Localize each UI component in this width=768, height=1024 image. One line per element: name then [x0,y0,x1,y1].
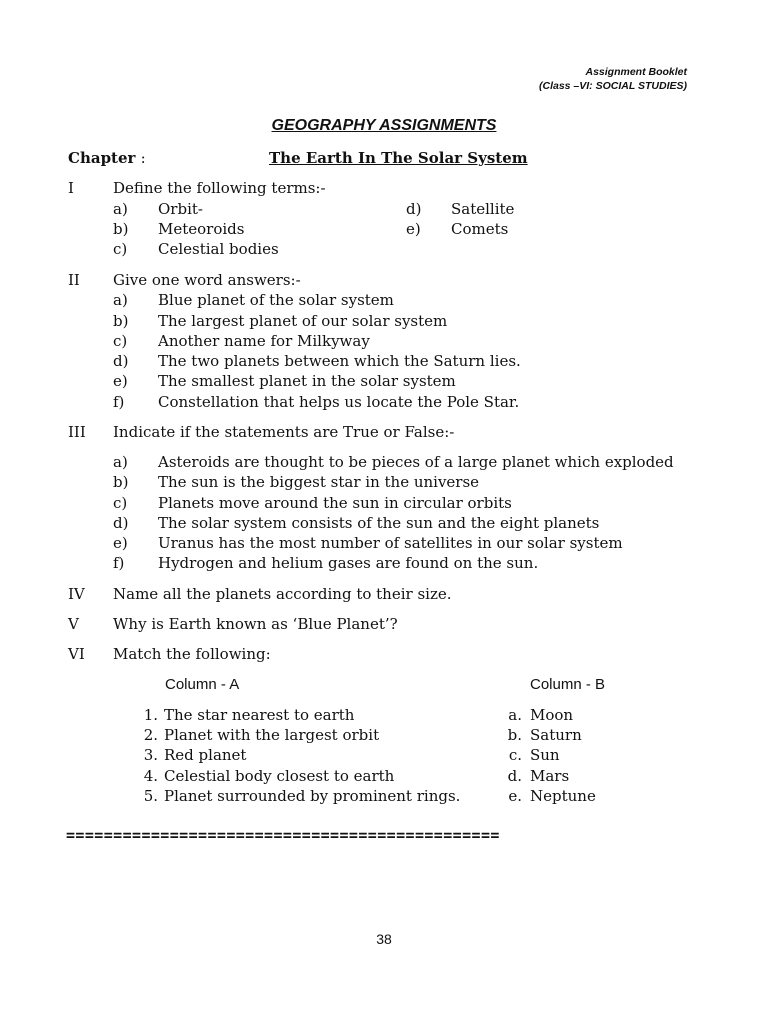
item-label: a) [113,453,128,471]
match-item-b: Moon [530,706,574,724]
chapter-name: The Earth In The Solar System [269,149,528,167]
item-label: d) [406,200,422,218]
match-number: 3. [143,746,158,764]
separator-line: ============================================== [66,826,500,844]
item-text: The largest planet of our solar system [158,312,448,330]
match-letter: d. [507,767,522,785]
item-text: Satellite [451,200,515,218]
match-item-a: Red planet [164,746,247,764]
item-label: d) [113,514,129,532]
item-text: The solar system consists of the sun and the eight planets [158,514,600,532]
match-item-a: The star nearest to earth [164,706,355,724]
item-text: Constellation that helps us locate the Pole Star. [158,393,520,411]
question-text: Give one word answers:- [113,271,301,289]
item-text: Meteoroids [158,220,245,238]
section-numeral: V [68,615,79,633]
item-text: The sun is the biggest star in the universe [158,473,480,491]
question-text: Define the following terms:- [113,179,326,197]
match-item-b: Sun [530,746,560,764]
match-letter: e. [508,787,522,805]
item-label: f) [113,554,125,572]
item-text: Celestial bodies [158,240,279,258]
item-label: b) [113,473,129,491]
match-item-b: Neptune [530,787,596,805]
match-item-a: Planet surrounded by prominent rings. [164,787,461,805]
match-number: 5. [143,787,158,805]
section-numeral: III [68,423,86,441]
chapter-label: Chapter : [68,149,146,167]
item-label: c) [113,494,128,512]
section-numeral: IV [68,585,85,603]
item-text: Blue planet of the solar system [158,291,394,309]
item-label: e) [113,372,128,390]
question-text: Name all the planets according to their size. [113,585,452,603]
item-label: b) [113,312,129,330]
question-text: Match the following: [113,645,271,663]
item-text: Asteroids are thought to be pieces of a large planet which exploded [158,453,674,471]
item-label: e) [406,220,421,238]
match-item-a: Celestial body closest to earth [164,767,395,785]
item-text: Hydrogen and helium gases are found on the sun. [158,554,539,572]
column-b-heading: Column - B [530,676,606,693]
item-text: Another name for Milkyway [158,332,370,350]
item-label: a) [113,291,128,309]
page-title: GEOGRAPHY ASSIGNMENTS [271,117,497,134]
column-a-heading: Column - A [165,676,240,693]
item-label: d) [113,352,129,370]
item-label: c) [113,332,128,350]
item-text: Planets move around the sun in circular orbits [158,494,512,512]
match-letter: a. [508,706,522,724]
item-text: The two planets between which the Saturn lies. [158,352,521,370]
item-text: Uranus has the most number of satellites in our solar system [158,534,623,552]
page-number: 38 [376,931,392,947]
item-label: f) [113,393,125,411]
match-letter: c. [508,746,522,764]
match-number: 1. [143,706,158,724]
booklet-class: (Class –VI: SOCIAL STUDIES) [538,80,687,92]
item-label: a) [113,200,128,218]
item-text: The smallest planet in the solar system [158,372,456,390]
item-label: b) [113,220,129,238]
section-numeral: I [68,179,74,197]
match-item-b: Mars [530,767,570,785]
item-text: Comets [451,220,509,238]
item-label: e) [113,534,128,552]
section-numeral: VI [68,645,85,663]
section-numeral: II [68,271,80,289]
question-text: Indicate if the statements are True or False:- [113,423,455,441]
match-number: 2. [143,726,158,744]
match-letter: b. [507,726,522,744]
item-text: Orbit- [158,200,203,218]
item-label: c) [113,240,128,258]
match-item-b: Saturn [530,726,582,744]
match-item-a: Planet with the largest orbit [164,726,380,744]
booklet-title: Assignment Booklet [585,66,687,78]
match-number: 4. [143,767,158,785]
question-text: Why is Earth known as ‘Blue Planet’? [113,615,398,633]
